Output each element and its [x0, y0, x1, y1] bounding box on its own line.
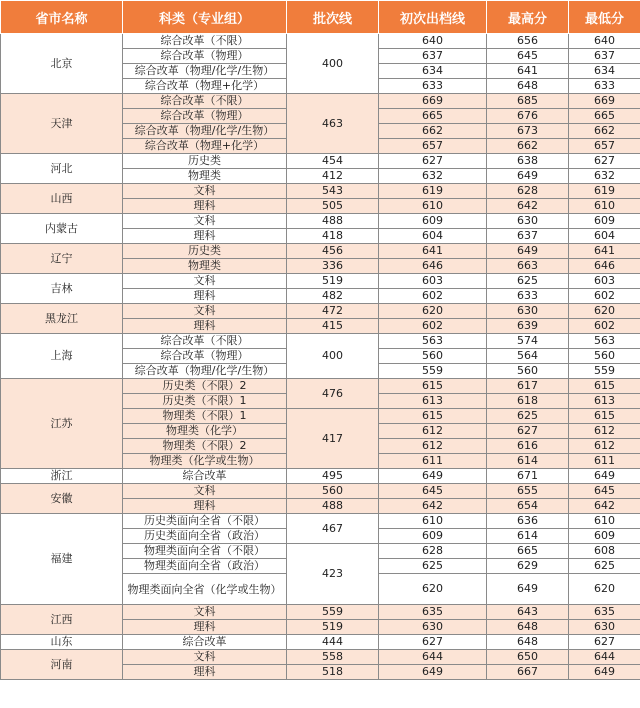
min-score-cell: 612 — [569, 424, 640, 439]
min-score-cell: 602 — [569, 289, 640, 304]
province-cell: 天津 — [1, 94, 123, 154]
subject-type-cell: 理科 — [123, 499, 287, 514]
max-score-cell: 630 — [487, 304, 569, 319]
subject-type-cell: 物理类 — [123, 259, 287, 274]
subject-type-cell: 理科 — [123, 620, 287, 635]
min-score-cell: 630 — [569, 620, 640, 635]
first-cutoff-cell: 602 — [379, 289, 487, 304]
subject-type-cell: 理科 — [123, 665, 287, 680]
first-cutoff-cell: 640 — [379, 34, 487, 49]
first-cutoff-cell: 627 — [379, 154, 487, 169]
min-score-cell: 645 — [569, 484, 640, 499]
first-cutoff-cell: 619 — [379, 184, 487, 199]
table-body — [1, 34, 640, 680]
batch-line-cell: 495 — [287, 469, 379, 484]
min-score-cell: 603 — [569, 274, 640, 289]
first-cutoff-cell: 625 — [379, 559, 487, 574]
max-score-cell: 614 — [487, 454, 569, 469]
subject-type-cell: 物理类 — [123, 169, 287, 184]
min-score-cell: 633 — [569, 79, 640, 94]
min-score-cell: 609 — [569, 214, 640, 229]
first-cutoff-cell: 603 — [379, 274, 487, 289]
max-score-cell: 662 — [487, 139, 569, 154]
max-score-cell: 667 — [487, 665, 569, 680]
subject-type-cell: 综合改革（物理） — [123, 49, 287, 64]
batch-line-cell: 415 — [287, 319, 379, 334]
header-province: 省市名称 — [1, 1, 123, 34]
subject-type-cell: 历史类 — [123, 154, 287, 169]
province-cell: 安徽 — [1, 484, 123, 514]
header-batch-line: 批次线 — [287, 1, 379, 34]
max-score-cell: 636 — [487, 514, 569, 529]
province-cell: 山西 — [1, 184, 123, 214]
max-score-cell: 625 — [487, 274, 569, 289]
first-cutoff-cell: 602 — [379, 319, 487, 334]
min-score-cell: 619 — [569, 184, 640, 199]
subject-type-cell: 历史类面向全省（政治） — [123, 529, 287, 544]
batch-line-cell: 467 — [287, 514, 379, 544]
province-cell: 河南 — [1, 650, 123, 680]
first-cutoff-cell: 610 — [379, 514, 487, 529]
min-score-cell: 634 — [569, 64, 640, 79]
min-score-cell: 644 — [569, 650, 640, 665]
subject-type-cell: 物理类（不限）1 — [123, 409, 287, 424]
max-score-cell: 645 — [487, 49, 569, 64]
max-score-cell: 560 — [487, 364, 569, 379]
max-score-cell: 618 — [487, 394, 569, 409]
batch-line-cell: 456 — [287, 244, 379, 259]
first-cutoff-cell: 632 — [379, 169, 487, 184]
min-score-cell: 646 — [569, 259, 640, 274]
table-row — [1, 244, 640, 259]
first-cutoff-cell: 559 — [379, 364, 487, 379]
first-cutoff-cell: 620 — [379, 304, 487, 319]
max-score-cell: 655 — [487, 484, 569, 499]
header-subject-type: 科类（专业组） — [123, 1, 287, 34]
subject-type-cell: 物理类面向全省（政治） — [123, 559, 287, 574]
subject-type-cell: 综合改革（物理） — [123, 109, 287, 124]
first-cutoff-cell: 630 — [379, 620, 487, 635]
header-max-score: 最高分 — [487, 1, 569, 34]
max-score-cell: 648 — [487, 620, 569, 635]
batch-line-cell: 505 — [287, 199, 379, 214]
subject-type-cell: 文科 — [123, 184, 287, 199]
subject-type-cell: 物理类面向全省（化学或生物） — [123, 574, 287, 605]
first-cutoff-cell: 634 — [379, 64, 487, 79]
min-score-cell: 627 — [569, 635, 640, 650]
table-header — [1, 1, 640, 34]
subject-type-cell: 综合改革（物理/化学/生物） — [123, 124, 287, 139]
max-score-cell: 641 — [487, 64, 569, 79]
first-cutoff-cell: 610 — [379, 199, 487, 214]
max-score-cell: 663 — [487, 259, 569, 274]
subject-type-cell: 物理类（不限）2 — [123, 439, 287, 454]
min-score-cell: 669 — [569, 94, 640, 109]
province-cell: 江苏 — [1, 379, 123, 469]
subject-type-cell: 综合改革（不限） — [123, 34, 287, 49]
first-cutoff-cell: 560 — [379, 349, 487, 364]
max-score-cell: 630 — [487, 214, 569, 229]
first-cutoff-cell: 635 — [379, 605, 487, 620]
first-cutoff-cell: 613 — [379, 394, 487, 409]
table-row — [1, 214, 640, 229]
min-score-cell: 610 — [569, 199, 640, 214]
subject-type-cell: 物理类面向全省（不限） — [123, 544, 287, 559]
subject-type-cell: 理科 — [123, 199, 287, 214]
first-cutoff-cell: 637 — [379, 49, 487, 64]
table-row — [1, 184, 640, 199]
max-score-cell: 614 — [487, 529, 569, 544]
min-score-cell: 627 — [569, 154, 640, 169]
first-cutoff-cell: 627 — [379, 635, 487, 650]
subject-type-cell: 综合改革 — [123, 469, 287, 484]
min-score-cell: 563 — [569, 334, 640, 349]
subject-type-cell: 理科 — [123, 289, 287, 304]
subject-type-cell: 文科 — [123, 484, 287, 499]
subject-type-cell: 综合改革（不限） — [123, 334, 287, 349]
subject-type-cell: 文科 — [123, 605, 287, 620]
batch-line-cell: 482 — [287, 289, 379, 304]
first-cutoff-cell: 641 — [379, 244, 487, 259]
table-row — [1, 379, 640, 394]
subject-type-cell: 文科 — [123, 650, 287, 665]
batch-line-cell: 519 — [287, 274, 379, 289]
header-min-score: 最低分 — [569, 1, 640, 34]
batch-line-cell: 400 — [287, 334, 379, 379]
max-score-cell: 656 — [487, 34, 569, 49]
subject-type-cell: 文科 — [123, 214, 287, 229]
table-row — [1, 274, 640, 289]
subject-type-cell: 综合改革（物理） — [123, 349, 287, 364]
min-score-cell: 613 — [569, 394, 640, 409]
header-first-cutoff: 初次出档线 — [379, 1, 487, 34]
max-score-cell: 642 — [487, 199, 569, 214]
max-score-cell: 617 — [487, 379, 569, 394]
first-cutoff-cell: 642 — [379, 499, 487, 514]
first-cutoff-cell: 649 — [379, 665, 487, 680]
subject-type-cell: 综合改革 — [123, 635, 287, 650]
first-cutoff-cell: 563 — [379, 334, 487, 349]
min-score-cell: 662 — [569, 124, 640, 139]
max-score-cell: 637 — [487, 229, 569, 244]
batch-line-cell: 336 — [287, 259, 379, 274]
province-cell: 江西 — [1, 605, 123, 635]
max-score-cell: 649 — [487, 169, 569, 184]
max-score-cell: 648 — [487, 635, 569, 650]
first-cutoff-cell: 669 — [379, 94, 487, 109]
subject-type-cell: 综合改革（物理/化学/生物） — [123, 64, 287, 79]
province-cell: 河北 — [1, 154, 123, 184]
min-score-cell: 620 — [569, 304, 640, 319]
table-row — [1, 469, 640, 484]
subject-type-cell: 历史类（不限）2 — [123, 379, 287, 394]
batch-line-cell: 543 — [287, 184, 379, 199]
min-score-cell: 632 — [569, 169, 640, 184]
first-cutoff-cell: 657 — [379, 139, 487, 154]
batch-line-cell: 488 — [287, 499, 379, 514]
min-score-cell: 615 — [569, 379, 640, 394]
subject-type-cell: 文科 — [123, 304, 287, 319]
first-cutoff-cell: 646 — [379, 259, 487, 274]
batch-line-cell: 518 — [287, 665, 379, 680]
min-score-cell: 637 — [569, 49, 640, 64]
min-score-cell: 608 — [569, 544, 640, 559]
min-score-cell: 560 — [569, 349, 640, 364]
province-cell: 黑龙江 — [1, 304, 123, 334]
table-row — [1, 635, 640, 650]
province-cell: 辽宁 — [1, 244, 123, 274]
min-score-cell: 657 — [569, 139, 640, 154]
max-score-cell: 628 — [487, 184, 569, 199]
first-cutoff-cell: 609 — [379, 214, 487, 229]
batch-line-cell: 558 — [287, 650, 379, 665]
table-row — [1, 514, 640, 529]
max-score-cell: 564 — [487, 349, 569, 364]
subject-type-cell: 理科 — [123, 229, 287, 244]
min-score-cell: 649 — [569, 469, 640, 484]
subject-type-cell: 综合改革（物理+化学） — [123, 79, 287, 94]
first-cutoff-cell: 645 — [379, 484, 487, 499]
table-row — [1, 304, 640, 319]
max-score-cell: 676 — [487, 109, 569, 124]
subject-type-cell: 理科 — [123, 319, 287, 334]
table-row — [1, 34, 640, 49]
max-score-cell: 649 — [487, 574, 569, 605]
first-cutoff-cell: 615 — [379, 379, 487, 394]
first-cutoff-cell: 665 — [379, 109, 487, 124]
batch-line-cell: 423 — [287, 544, 379, 605]
subject-type-cell: 历史类面向全省（不限） — [123, 514, 287, 529]
max-score-cell: 574 — [487, 334, 569, 349]
batch-line-cell: 559 — [287, 605, 379, 620]
max-score-cell: 654 — [487, 499, 569, 514]
max-score-cell: 625 — [487, 409, 569, 424]
batch-line-cell: 417 — [287, 409, 379, 469]
first-cutoff-cell: 609 — [379, 529, 487, 544]
first-cutoff-cell: 633 — [379, 79, 487, 94]
first-cutoff-cell: 628 — [379, 544, 487, 559]
table-row — [1, 154, 640, 169]
subject-type-cell: 物理类（化学） — [123, 424, 287, 439]
min-score-cell: 612 — [569, 439, 640, 454]
min-score-cell: 640 — [569, 34, 640, 49]
max-score-cell: 648 — [487, 79, 569, 94]
table-row — [1, 650, 640, 665]
min-score-cell: 620 — [569, 574, 640, 605]
province-cell: 上海 — [1, 334, 123, 379]
province-cell: 福建 — [1, 514, 123, 605]
max-score-cell: 639 — [487, 319, 569, 334]
min-score-cell: 649 — [569, 665, 640, 680]
min-score-cell: 635 — [569, 605, 640, 620]
batch-line-cell: 418 — [287, 229, 379, 244]
min-score-cell: 611 — [569, 454, 640, 469]
first-cutoff-cell: 612 — [379, 439, 487, 454]
max-score-cell: 685 — [487, 94, 569, 109]
first-cutoff-cell: 604 — [379, 229, 487, 244]
first-cutoff-cell: 649 — [379, 469, 487, 484]
min-score-cell: 610 — [569, 514, 640, 529]
province-cell: 内蒙古 — [1, 214, 123, 244]
batch-line-cell: 476 — [287, 379, 379, 409]
first-cutoff-cell: 611 — [379, 454, 487, 469]
subject-type-cell: 历史类 — [123, 244, 287, 259]
max-score-cell: 665 — [487, 544, 569, 559]
max-score-cell: 671 — [487, 469, 569, 484]
min-score-cell: 641 — [569, 244, 640, 259]
min-score-cell: 642 — [569, 499, 640, 514]
batch-line-cell: 444 — [287, 635, 379, 650]
table-row — [1, 94, 640, 109]
first-cutoff-cell: 615 — [379, 409, 487, 424]
subject-type-cell: 综合改革（物理/化学/生物） — [123, 364, 287, 379]
min-score-cell: 559 — [569, 364, 640, 379]
first-cutoff-cell: 644 — [379, 650, 487, 665]
subject-type-cell: 综合改革（不限） — [123, 94, 287, 109]
min-score-cell: 604 — [569, 229, 640, 244]
province-cell: 浙江 — [1, 469, 123, 484]
batch-line-cell: 400 — [287, 34, 379, 94]
batch-line-cell: 488 — [287, 214, 379, 229]
province-cell: 山东 — [1, 635, 123, 650]
subject-type-cell: 文科 — [123, 274, 287, 289]
first-cutoff-cell: 662 — [379, 124, 487, 139]
min-score-cell: 665 — [569, 109, 640, 124]
min-score-cell: 602 — [569, 319, 640, 334]
batch-line-cell: 519 — [287, 620, 379, 635]
batch-line-cell: 560 — [287, 484, 379, 499]
batch-line-cell: 472 — [287, 304, 379, 319]
min-score-cell: 615 — [569, 409, 640, 424]
header-row — [1, 1, 640, 34]
first-cutoff-cell: 620 — [379, 574, 487, 605]
table-row — [1, 484, 640, 499]
batch-line-cell: 412 — [287, 169, 379, 184]
subject-type-cell: 综合改革（物理+化学） — [123, 139, 287, 154]
max-score-cell: 643 — [487, 605, 569, 620]
min-score-cell: 625 — [569, 559, 640, 574]
batch-line-cell: 454 — [287, 154, 379, 169]
table-row — [1, 334, 640, 349]
max-score-cell: 673 — [487, 124, 569, 139]
subject-type-cell: 历史类（不限）1 — [123, 394, 287, 409]
max-score-cell: 616 — [487, 439, 569, 454]
max-score-cell: 629 — [487, 559, 569, 574]
province-cell: 北京 — [1, 34, 123, 94]
table-row — [1, 605, 640, 620]
subject-type-cell: 物理类（化学或生物） — [123, 454, 287, 469]
first-cutoff-cell: 612 — [379, 424, 487, 439]
min-score-cell: 609 — [569, 529, 640, 544]
max-score-cell: 638 — [487, 154, 569, 169]
max-score-cell: 633 — [487, 289, 569, 304]
max-score-cell: 650 — [487, 650, 569, 665]
max-score-cell: 649 — [487, 244, 569, 259]
max-score-cell: 627 — [487, 424, 569, 439]
batch-line-cell: 463 — [287, 94, 379, 154]
province-cell: 吉林 — [1, 274, 123, 304]
